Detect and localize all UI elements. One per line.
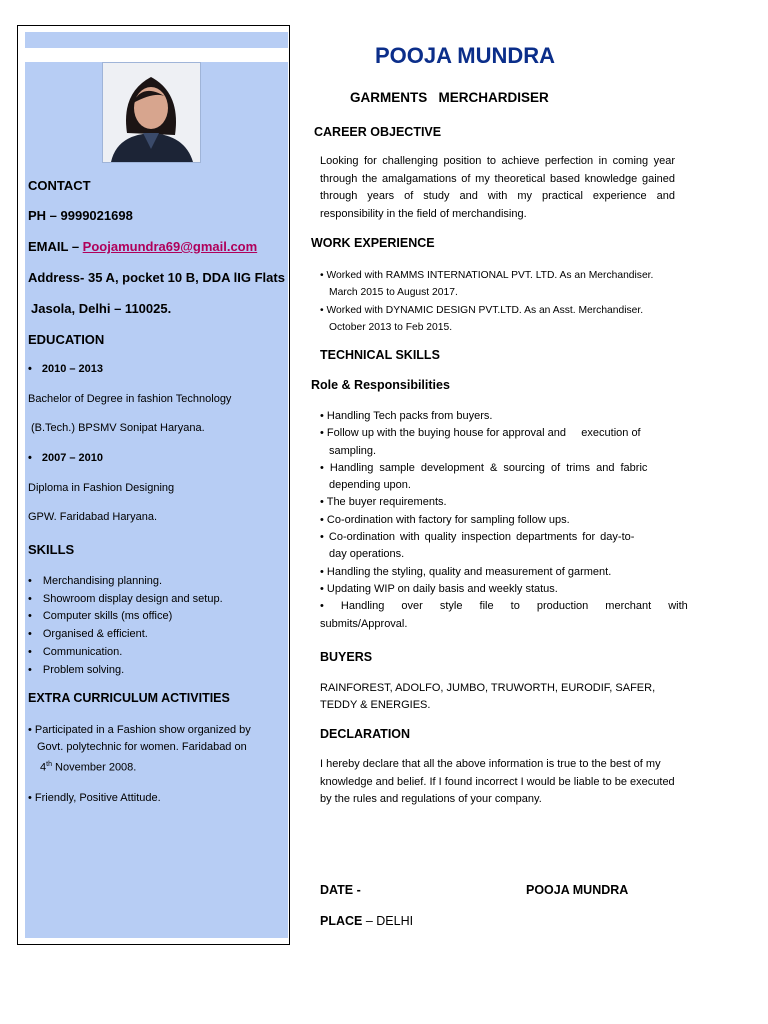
bullet-icon: • [320,270,324,281]
list-item: • Co-ordination with factory for sampling follow ups. [320,513,570,526]
list-item: • Follow up with the buying house for approval and execution of [320,427,641,440]
list-item: • Computer skills (ms office) [28,610,173,623]
bullet-icon: • [28,363,32,375]
technical-heading: TECHNICAL SKILLS [320,348,440,362]
list-item: • Handling Tech packs from buyers. [320,410,493,422]
bullet-icon: • [320,600,324,613]
address-line-2: Jasola, Delhi – 110025. [31,301,172,316]
declaration-text: I hereby declare that all the above information is true to the best of my knowledge and belief. If I found incorrect I would be liable to be executed by the rules and regulations of your company. [320,758,675,805]
work-heading: WORK EXPERIENCE [311,236,435,250]
edu2-years: 2007 – 2010 [41,452,104,464]
job-1: • Worked with RAMMS INTERNATIONAL PVT. LTD. As an Merchandiser. March 2015 to August 2017. [320,270,654,298]
bullet-icon: • [28,610,32,623]
education-heading: EDUCATION [28,332,105,347]
address-line-1: Address- 35 A, pocket 10 B, DDA lIG Flats [28,270,285,285]
bullet-icon: • [28,663,32,676]
signature-name: POOJA MUNDRA [526,883,629,897]
buyers-list: RAINFOREST, ADOLFO, JUMBO, TRUWORTH, EURODIF, SAFER, TEDDY & ENERGIES. [320,682,656,711]
list-item: • Showroom display design and setup. [28,592,223,605]
phone: PH – 9999021698 [28,208,133,223]
bullet-icon: • [320,427,324,440]
skills-heading: SKILLS [28,542,75,557]
bullet-icon: • [320,513,324,526]
bullet-icon: • [320,305,324,316]
list-item: • Communication. [28,645,123,658]
bullet-icon: • [320,496,324,509]
bullet-icon: • [28,592,32,605]
candidate-name: POOJA MUNDRA [374,43,556,68]
skills-list [28,573,223,679]
bullet-icon: • [28,628,32,641]
list-item: • Handling over style file to production merchant with [320,600,688,613]
email-row [28,239,257,254]
edu2-degree: Diploma in Fashion Designing [28,482,175,494]
email-link[interactable]: Poojamundra69@gmail.com [82,239,258,254]
sidebar-panel [25,62,288,938]
extra-heading: EXTRA CURRICULUM ACTIVITIES [28,691,230,705]
edu1-years: 2010 – 2013 [41,363,104,375]
edu1-degree: Bachelor of Degree in fashion Technology [28,393,232,405]
bullet-icon: • [28,452,32,464]
roles-list: • Handling Tech packs from buyers. • Follow up with the buying house for approval and execution of sampling. • Handling sample development & sourcing of trims and fabric depending upon. • The buyer requirements. • Co-ordination with factory for sampling follow ups. • Co-ordination with quality inspection departments for day-to- day operations. • Handling the styling, quality and measurement of garment. • Updating WIP on daily basis and weekly status. • Handling over style file to production merchant with submits/Approval. [320,410,688,630]
bullet-icon: • [28,724,32,736]
career-heading: CAREER OBJECTIVE [314,125,442,139]
list-item: • Problem solving. [28,663,125,676]
edu2-institute: GPW. Faridabad Haryana. [28,511,158,523]
list-item: • Co-ordination with quality inspection departments for day-to- [320,531,635,544]
bullet-icon: • [28,792,32,804]
bullet-icon: • [320,461,324,474]
list-item: • Handling sample development & sourcing of trims and fabric [320,461,648,474]
bullet-icon: • [320,582,324,595]
bullet-icon: • [320,565,324,578]
sidebar-top-band [25,32,288,48]
edu1-bullet-row [28,363,103,375]
list-item: • Updating WIP on daily basis and weekly status. [320,582,558,595]
edu1-institute: (B.Tech.) BPSMV Sonipat Haryana. [31,422,205,434]
list-item: • Merchandising planning. [28,575,163,587]
bullet-icon: • [28,645,32,658]
place-row: PLACE – DELHI [320,914,414,928]
extra-item-1: • Participated in a Fashion show organized by Govt. polytechnic for women. Faridabad on 4th November 2008. [28,724,251,774]
date-label: DATE - [320,883,361,897]
career-text: Looking for challenging position to achieve perfection in coming year through the amalgamations of my theoretical based knowledge gained through years of study and with my practical experience and responsibility in the field of merchandising. [320,155,675,220]
list-item: • The buyer requirements. [320,496,447,509]
edu2-bullet-row [28,452,103,464]
list-item: • Organised & efficient. [28,628,148,641]
profile-photo [102,62,201,163]
contact-heading: CONTACT [28,178,91,193]
buyers-heading: BUYERS [320,650,373,664]
bullet-icon: • [320,410,324,422]
bullet-icon: • [28,575,32,587]
list-item: • Handling the styling, quality and measurement of garment. [320,565,612,578]
bullet-icon: • [320,531,324,544]
job-2: • Worked with DYNAMIC DESIGN PVT.LTD. As an Asst. Merchandiser. October 2013 to Feb 2015. [320,305,644,333]
extra-item-2: • Friendly, Positive Attitude. [28,792,161,804]
roles-heading: Role & Responsibilities [311,378,450,392]
email-label: EMAIL – [28,239,83,254]
declaration-heading: DECLARATION [320,727,411,741]
job-title: GARMENTS MERCHARDISER [350,90,549,105]
